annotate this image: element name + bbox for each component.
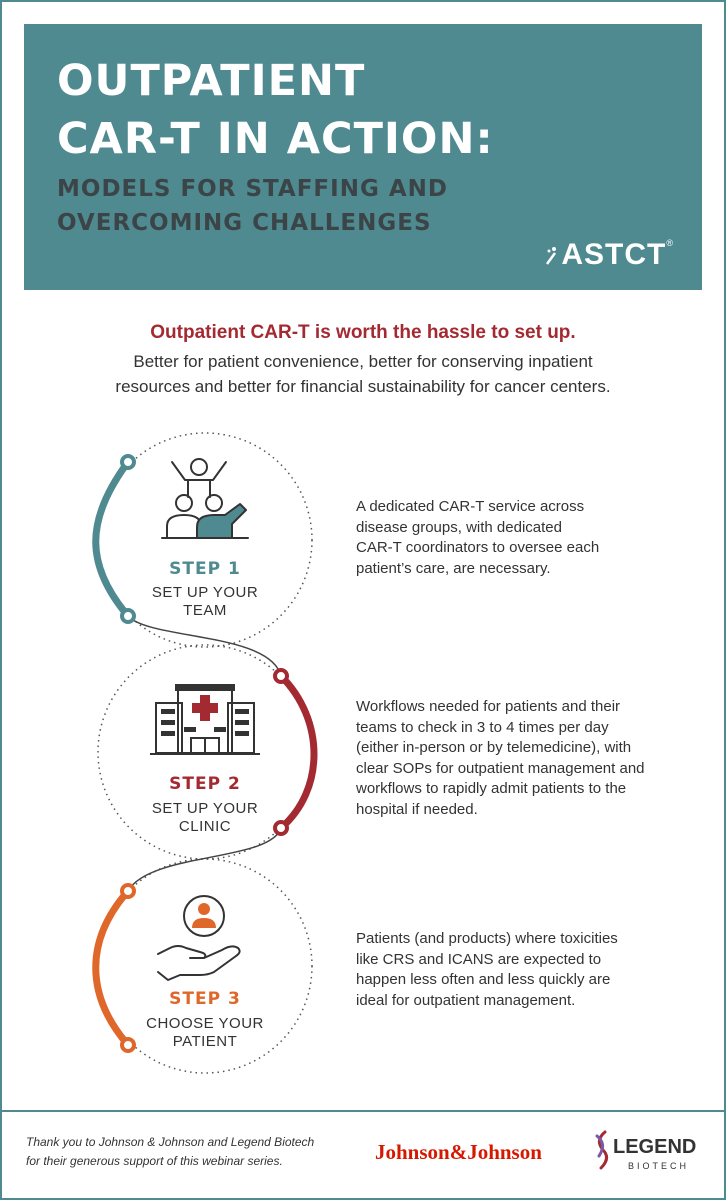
step-3-desc-line: ideal for outpatient management. <box>356 991 576 1009</box>
intro-body <box>100 349 626 399</box>
title-line-2: CAR-T IN ACTION: <box>57 114 494 164</box>
johnson-johnson-logo: Johnson&Johnson <box>375 1140 542 1164</box>
step-2-title <box>105 800 305 836</box>
step-3-desc-line: happen less often and less quickly are <box>356 971 611 988</box>
hospital-icon <box>150 685 260 754</box>
step-3-title-line-1: CHOOSE YOUR <box>146 1015 264 1032</box>
legend-biotech-logo-sub: BIOTECH <box>628 1161 690 1171</box>
step-2-label: STEP 2 <box>169 774 241 794</box>
step-3-title <box>105 1015 305 1051</box>
step-1-title-line-2: TEAM <box>183 602 227 619</box>
step-1-desc-line: patient’s care, are necessary. <box>356 559 551 577</box>
footer-thanks <box>26 1133 356 1171</box>
header-banner <box>24 24 702 290</box>
step-3-label: STEP 3 <box>169 989 241 1009</box>
step-2-title-line-2: CLINIC <box>178 818 232 835</box>
step-2-desc-line: teams to check in 3 to 4 times per day <box>356 718 609 736</box>
astct-swirl-icon <box>545 246 559 266</box>
page-subtitle <box>57 172 448 240</box>
astct-logo-text: ASTCT <box>561 238 667 271</box>
step-3-desc-line: Patients (and products) where toxicities <box>356 930 618 947</box>
step-1-title-line-1: SET UP YOUR <box>151 584 259 601</box>
step-1-desc-line: disease groups, with dedicated <box>356 518 562 536</box>
intro-body-line-1: Better for patient convenience, better for conserving inpatient <box>133 352 593 371</box>
step-2-description <box>356 697 645 820</box>
step-3-description <box>356 929 618 1011</box>
footer-thanks-line-2: for their generous support of this webinar series. <box>26 1154 283 1168</box>
step-3-desc-line: like CRS and ICANS are expected to <box>356 950 602 968</box>
title-line-1: OUTPATIENT <box>57 56 366 106</box>
step-1-label: STEP 1 <box>169 559 241 579</box>
footer-thanks-line-1: Thank you to Johnson & Johnson and Legend Biotech <box>26 1135 315 1149</box>
intro-headline: Outpatient CAR-T is worth the hassle to set up. <box>150 322 576 343</box>
step-3-title-line-2: PATIENT <box>172 1033 238 1050</box>
connector-1-2 <box>128 616 281 676</box>
registered-mark: ® <box>666 238 674 248</box>
page-title <box>57 52 494 168</box>
connector-2-3 <box>128 828 281 891</box>
step-2-desc-line: clear SOPs for outpatient management and <box>356 759 645 777</box>
subtitle-line-1: MODELS FOR STAFFING AND <box>57 176 448 202</box>
intro-body-line-2: resources and better for financial sustainability for cancer centers. <box>115 377 611 396</box>
step-2-desc-line: hospital if needed. <box>356 800 478 818</box>
footer-divider <box>2 1110 724 1112</box>
astct-logo <box>545 238 674 272</box>
step-2-desc-line: (either in-person or by telemedicine), with <box>356 739 632 756</box>
step-1-title <box>105 584 305 620</box>
step-3-node-top <box>122 885 134 897</box>
step-1-desc-line: CAR-T coordinators to oversee each <box>356 539 600 556</box>
step-2-title-line-1: SET UP YOUR <box>151 800 259 817</box>
step-2-desc-line: Workflows needed for patients and their <box>356 698 621 715</box>
step-1-node-top <box>122 456 134 468</box>
step-1-description <box>356 497 599 579</box>
team-icon <box>162 459 248 538</box>
subtitle-line-2: OVERCOMING CHALLENGES <box>57 210 432 236</box>
step-1-desc-line: A dedicated CAR-T service across <box>356 498 585 515</box>
step-2-desc-line: workflows to rapidly admit patients to the <box>356 780 627 797</box>
step-2-node-top <box>275 670 287 682</box>
legend-biotech-logo-name: LEGEND <box>613 1136 697 1158</box>
patient-hand-icon <box>158 896 240 980</box>
